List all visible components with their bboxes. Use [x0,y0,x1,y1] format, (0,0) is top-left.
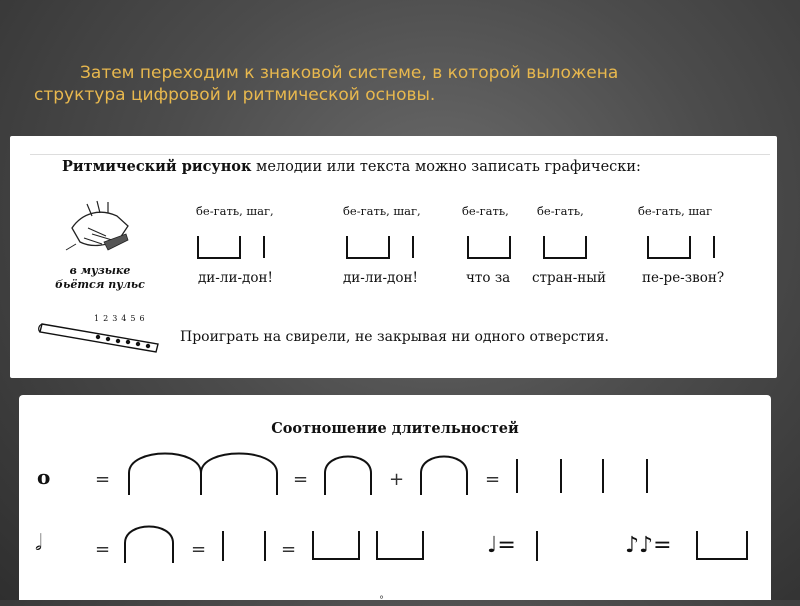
rhythm-symbols-group-3 [464,232,520,264]
half-note-symbol: 𝅗𝅥 [35,531,42,556]
heading-line-1: Затем переходим к знаковой системе, в которой выложена [80,63,619,83]
plus-sign: + [389,469,405,490]
slide-heading [34,62,774,106]
quarter-stroke [529,527,549,567]
syllables-group-5: бе-гать, шаг [638,204,713,218]
equals-sign: = [191,539,207,560]
half-arc [119,521,179,567]
words-group-4: стран-ный [532,270,607,286]
equals-sign: = [95,539,111,560]
two-quarter-strokes [215,527,275,567]
flute-number-6: 6 [139,314,149,323]
rhythm-title-rest: мелодии или текста можно записать графически: [251,159,641,175]
syllables-group-4: бе-гать, [537,204,584,218]
heading-line-2: структура цифровой и ритмической основы. [34,85,436,105]
rhythm-title-bold: Ритмический рисунок [62,158,252,175]
rhythm-symbols-group-5 [644,232,734,264]
equals-sign: = [293,469,309,490]
flute-number-5: 5 [130,314,140,323]
half-arc [319,449,379,499]
divider [30,154,770,155]
quarter-equals: ♩= [487,533,516,558]
words-group-5: пе-ре-звон? [642,270,725,286]
eighths-equals: ♪♪= [625,533,672,558]
rhythm-symbols-group-4 [540,232,596,264]
equals-sign: = [485,469,501,490]
words-group-1: ди-ли-дон! [198,270,273,286]
flute-number-4: 4 [121,314,131,323]
flute-instruction: Проиграть на свирели, не закрывая ни одного отверстия. [180,329,609,345]
whole-note-symbol: o [37,465,51,489]
pulse-caption [50,264,150,292]
syllables-group-3: бе-гать, [462,204,509,218]
words-group-3: что за [466,270,511,286]
eighth-pair-bracket [691,527,757,567]
syllables-group-2: бе-гать, шаг, [343,204,421,218]
flute-hole-numbers [94,314,149,323]
rhythm-picture-panel [10,136,777,378]
pulse-caption-line-1: в музыке [69,264,131,277]
equals-sign: = [95,469,111,490]
flute-number-3: 3 [112,314,122,323]
rhythm-symbols-group-1 [194,232,284,264]
rhythm-panel-title [62,158,641,175]
two-eighth-pairs [307,527,437,567]
two-half-arcs [125,449,295,499]
pulse-caption-line-2: бьётся пульс [55,278,145,291]
page-dot: ° [379,595,384,606]
equals-sign: = [281,539,297,560]
half-arc [415,449,475,499]
four-quarter-strokes [509,455,659,499]
durations-title: Соотношение длительностей [271,420,519,437]
hand-pulse-icon [62,198,134,260]
syllables-group-1: бе-гать, шаг, [196,204,274,218]
durations-panel [19,395,771,606]
flute-number-2: 2 [103,314,113,323]
rhythm-symbols-group-2 [343,232,433,264]
words-group-2: ди-ли-дон! [343,270,418,286]
flute-number-1: 1 [94,314,104,323]
